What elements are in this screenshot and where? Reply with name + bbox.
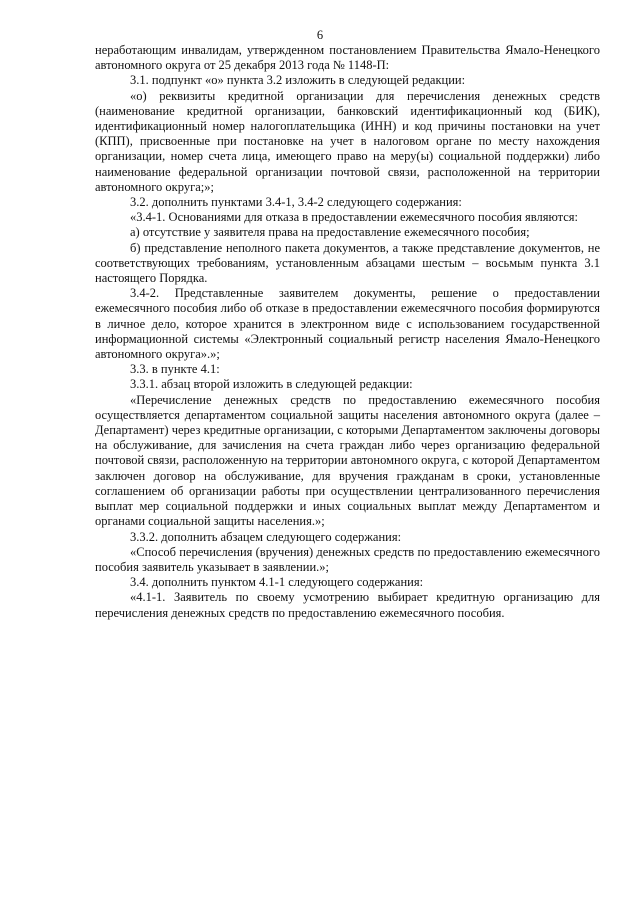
paragraph: «о) реквизиты кредитной организации для перечисления денежных средств (наименование кредитной организации, банковский идентификационный код (БИК), идентификационный номер налогоплательщика (ИНН) и код причины постановки на учет (КПП), присвоенные при постановке на учет в налоговом органе по месту нахождения организации, номер счета лица, имеющего право на меру(ы) социальной поддержки) либо наименование федеральной организации почтовой связи, расположенной на территории автономного округа;»;: [95, 88, 600, 194]
page-number: 6: [316, 28, 324, 42]
paragraph: «4.1-1. Заявитель по своему усмотрению выбирает кредитную организацию для перечисления денежных средств по предоставлению ежемесячного пособия.: [95, 590, 600, 620]
paragraph: 3.4-2. Представленные заявителем документы, решение о предоставлении ежемесячного пособия либо об отказе в предоставлении ежемесячного пособия формируются в личное дело, которое хранится в электронном виде с использованием государственной информационной системы «Электронный социальный регистр населения Ямало-Ненецкого автономного округа».»;: [95, 286, 600, 362]
paragraph: 3.3. в пункте 4.1:: [130, 362, 220, 377]
paragraph: 3.3.2. дополнить абзацем следующего содержания:: [130, 529, 402, 544]
paragraph: «3.4-1. Основаниями для отказа в предоставлении ежемесячного пособия являются:: [130, 210, 579, 225]
paragraph: неработающим инвалидам, утвержденном постановлением Правительства Ямало-Ненецкого автономного округа от 25 декабря 2013 года № 1148-П:: [95, 43, 600, 73]
paragraph: «Способ перечисления (вручения) денежных средств по предоставлению ежемесячного пособия заявитель указывает в заявлении.»;: [95, 544, 600, 574]
paragraph: а) отсутствие у заявителя права на предоставление ежемесячного пособия;: [130, 225, 530, 240]
paragraph: 3.4. дополнить пунктом 4.1-1 следующего содержания:: [130, 575, 424, 590]
paragraph: 3.2. дополнить пунктами 3.4-1, 3.4-2 следующего содержания:: [130, 195, 462, 210]
paragraph: «Перечисление денежных средств по предоставлению ежемесячного пособия осуществляется департаментом социальной защиты населения автономного округа (далее – Департамент) через кредитные организации, с которыми Департаментом заключены договоры на обслуживание, для зачисления на счета граждан либо через организацию федеральной почтовой связи, расположенную на территории автономного округа, с которой Департаментом заключен договор на обслуживание, для вручения гражданам в сроки, установленные соглашением об организации работы при осуществлении централизованного перечисления выплат мер социальной поддержки и иных социальных выплат между Департаментом и органами социальной защиты населения.»;: [95, 392, 600, 529]
paragraph: 3.3.1. абзац второй изложить в следующей редакции:: [130, 377, 413, 392]
document-body: [95, 43, 600, 621]
paragraph: 3.1. подпункт «о» пункта 3.2 изложить в следующей редакции:: [130, 73, 466, 88]
paragraph: б) представление неполного пакета документов, а также представление документов, не соответствующих требованиям, установленным абзацами шестым – восьмым пункта 3.1 настоящего Порядка.: [95, 240, 600, 286]
